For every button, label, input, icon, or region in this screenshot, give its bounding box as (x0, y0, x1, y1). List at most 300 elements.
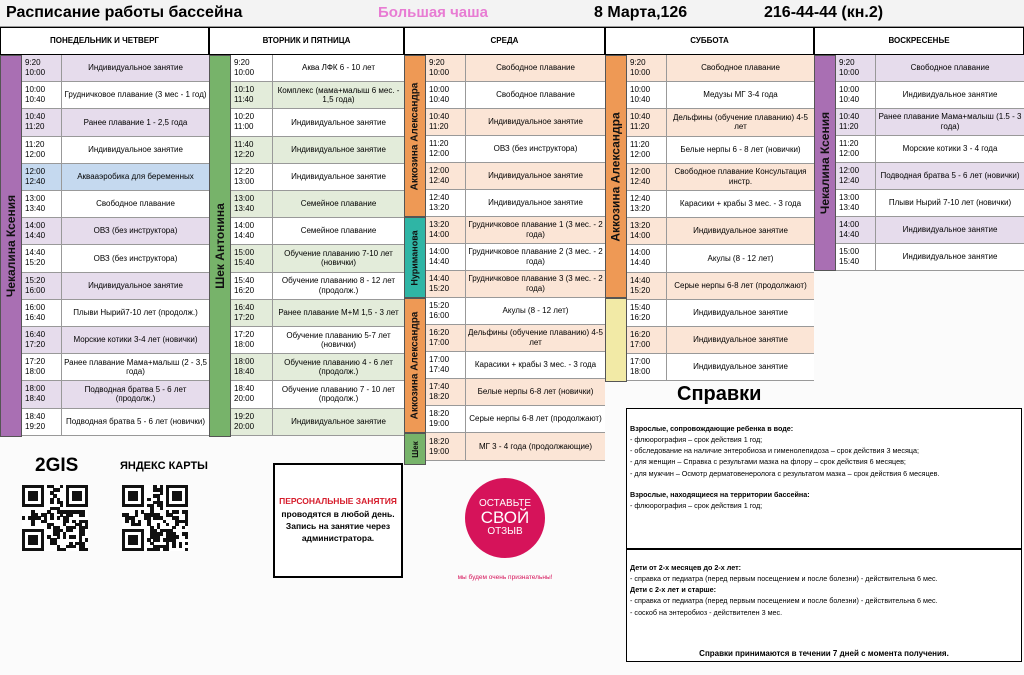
activity-cell: Морские котики 3-4 лет (новички) (62, 327, 209, 353)
end-time: 13:20 (630, 204, 651, 214)
qr-module (82, 513, 85, 516)
qr-module (60, 485, 63, 488)
time-cell (22, 354, 62, 380)
end-time: 13:40 (839, 203, 860, 212)
schedule-row (836, 136, 1024, 163)
schedule-row (22, 409, 209, 436)
certs-item: - справка от педиатра (перед первым посещением и после болезни) - действительна 6 мес. (630, 596, 938, 606)
time-cell (231, 191, 273, 217)
start-time: 11:20 (25, 139, 45, 149)
time-cell (22, 191, 62, 217)
start-time: 13:00 (234, 194, 255, 204)
start-time: 14:00 (234, 221, 255, 231)
qr-module (147, 498, 150, 501)
end-time: 12:40 (630, 176, 651, 186)
qr-module (50, 516, 53, 519)
end-time: 17:00 (630, 340, 651, 350)
time-cell (231, 354, 273, 380)
schedule-row (22, 82, 209, 109)
qr-finder (172, 491, 181, 500)
end-time: 11:20 (839, 122, 859, 131)
end-time: 10:40 (630, 95, 651, 105)
activity-cell: Индивидуальное занятие (667, 354, 814, 380)
start-time: 17:00 (630, 357, 651, 367)
start-time: 14:00 (630, 248, 651, 258)
schedule-row (426, 217, 605, 244)
start-time: 10:40 (25, 112, 46, 122)
schedule-row (426, 55, 605, 82)
schedule-row (22, 245, 209, 272)
time-cell (231, 82, 273, 108)
time-cell (426, 109, 466, 135)
start-time: 14:40 (630, 275, 651, 285)
certs-section-head: Дети от 2-х месяцев до 2-х лет: (630, 563, 742, 572)
end-time: 11:20 (25, 122, 45, 132)
start-time: 14:40 (25, 248, 46, 258)
start-time: 10:00 (630, 85, 651, 95)
time-cell (627, 82, 667, 108)
qr-finder (72, 491, 81, 500)
activity-cell: Грудничковое плавание 2 (3 мес. - 2 года) (466, 244, 605, 270)
qr-module (57, 516, 60, 519)
time-cell (627, 137, 667, 163)
activity-cell: Индивидуальное занятие (466, 163, 605, 189)
schedule-row (22, 381, 209, 408)
schedule-wed (404, 27, 605, 465)
start-time: 18:40 (234, 384, 255, 394)
schedule-row (231, 409, 404, 436)
qr-module (63, 548, 66, 551)
start-time: 15:20 (429, 301, 450, 310)
qr-module (63, 535, 66, 538)
end-time: 10:00 (630, 68, 651, 78)
qr-module (57, 535, 60, 538)
qr-module (166, 548, 169, 551)
address: 8 Марта,126 (594, 4, 688, 21)
schedule-row (231, 354, 404, 381)
end-time: 15:20 (630, 285, 651, 295)
schedule-row (231, 164, 404, 191)
time-cell (22, 109, 62, 135)
end-time: 10:40 (25, 95, 46, 105)
end-time: 16:20 (630, 312, 651, 322)
qr-module (185, 542, 188, 545)
start-time: 13:00 (839, 193, 860, 202)
activity-cell: Индивидуальное занятие (62, 55, 209, 81)
instructor-name: Шек (410, 440, 420, 458)
qr-module (82, 532, 85, 535)
qr-module (57, 488, 60, 491)
schedule-row (426, 433, 605, 461)
schedule-mon-thu (0, 27, 209, 437)
activity-cell: Ранее плавание Мама+малыш (2 - 3,5 года) (62, 354, 209, 380)
activity-cell: Индивидуальное занятие (62, 137, 209, 163)
start-time: 10:00 (429, 85, 450, 94)
personal-text: проводятся в любой день. Запись на занятие через администратора. (281, 509, 395, 543)
feedback-line1: ОСТАВЬТЕ (478, 497, 532, 509)
qr-finder (128, 535, 137, 544)
time-cell (22, 82, 62, 108)
schedule-row (22, 55, 209, 82)
activity-cell: Акулы (8 - 12 лет) (667, 245, 814, 271)
end-time: 19:20 (25, 421, 46, 431)
time-cell (627, 300, 667, 326)
schedule-row (231, 300, 404, 327)
instructor-bar-chekalina (0, 55, 22, 437)
activity-cell: ОВЗ (без инструктора) (466, 136, 605, 162)
end-time: 10:00 (839, 68, 860, 77)
start-time: 16:20 (630, 330, 651, 340)
activity-cell: Серые нерпы 6-8 лет (продолжают) (466, 406, 605, 432)
certs-item: - обследование на наличие энтеробиоза и гименолепидоза – срок действия 3 месяца; (630, 446, 919, 456)
time-cell (836, 136, 876, 162)
end-time: 10:40 (839, 95, 860, 104)
qr-module (66, 520, 69, 523)
schedule-row (231, 55, 404, 82)
activity-cell: Карасики + крабы 3 мес. - 3 года (466, 352, 605, 378)
start-time: 14:40 (429, 274, 450, 283)
schedule-row (231, 218, 404, 245)
end-time: 18:20 (429, 392, 450, 401)
end-time: 14:40 (25, 231, 46, 241)
schedule-row (426, 82, 605, 109)
start-time: 10:00 (25, 85, 46, 95)
schedule-row (22, 191, 209, 218)
certs-section-head: Дети с 2-х лет и старше: (630, 585, 717, 595)
start-time: 17:00 (429, 355, 450, 364)
time-cell (627, 354, 667, 380)
instructor-bar-shek-short (404, 433, 426, 465)
end-time: 14:00 (429, 230, 450, 239)
schedule-row (627, 218, 814, 245)
time-cell (836, 82, 876, 108)
start-time: 13:20 (429, 220, 450, 229)
start-time: 16:00 (25, 302, 46, 312)
end-time: 16:40 (25, 312, 46, 322)
qr-module (175, 523, 178, 526)
time-cell (627, 55, 667, 81)
start-time: 12:00 (839, 166, 860, 175)
activity-cell: Индивидуальное занятие (876, 82, 1024, 108)
certs-item: - для мужчин – Осмотр дерматовенеролога с результатом мазка – срок действия 6 месяцев. (630, 468, 940, 478)
day-header-sun: ВОСКРЕСЕНЬЕ (814, 27, 1024, 55)
activity-cell: Индивидуальное занятие (273, 109, 404, 135)
start-time: 10:40 (630, 112, 651, 122)
qr-module (72, 535, 75, 538)
start-time: 14:00 (839, 220, 860, 229)
start-time: 16:40 (234, 302, 255, 312)
activity-cell: Индивидуальное занятие (876, 217, 1024, 243)
time-cell (426, 190, 466, 216)
activity-cell: Индивидуальное занятие (667, 300, 814, 326)
certs-title: Справки (677, 383, 762, 405)
schedule-row (22, 137, 209, 164)
activity-cell: Свободное плавание Консультация инстр. (667, 164, 814, 190)
qr-module (50, 501, 53, 504)
start-time: 14:00 (429, 247, 450, 256)
end-time: 15:40 (234, 258, 255, 268)
end-time: 18:40 (25, 394, 46, 404)
start-time: 15:40 (234, 275, 255, 285)
activity-cell: Индивидуальное занятие (62, 273, 209, 299)
time-cell (627, 109, 667, 135)
schedule-row (426, 271, 605, 298)
instructor-bar-akkozina-sat (605, 55, 627, 298)
certs-item: - справка от педиатра (перед первым посещением и после болезни) - действительна 6 мес. (630, 574, 938, 584)
qr-module (69, 529, 72, 532)
schedule-row (836, 217, 1024, 244)
activity-cell: Семейное плавание (273, 191, 404, 217)
schedule-row (426, 352, 605, 379)
start-time: 15:20 (25, 275, 46, 285)
schedule-row (836, 55, 1024, 82)
activity-cell: Семейное плавание (273, 218, 404, 244)
activity-cell: Комплекс (мама+малыш 6 мес. - 1,5 года) (273, 82, 404, 108)
activity-cell: Обучение плаванию 4 - 6 лет (продолж.) (273, 354, 404, 380)
schedule-row (22, 273, 209, 300)
start-time: 11:20 (630, 139, 650, 149)
time-cell (22, 137, 62, 163)
page-header (0, 0, 1024, 27)
qr-module (125, 520, 128, 523)
end-time: 13:40 (234, 204, 255, 214)
end-time: 17:20 (234, 312, 255, 322)
schedule-row (231, 245, 404, 272)
end-time: 15:20 (429, 284, 450, 293)
end-time: 11:20 (429, 122, 449, 131)
schedule-row (231, 82, 404, 109)
time-cell (22, 327, 62, 353)
activity-cell: Аквааэробика для беременных (62, 164, 209, 190)
start-time: 12:00 (25, 166, 46, 176)
certs-adults-box (626, 408, 1022, 549)
activity-cell: Белые нерпы 6-8 лет (новички) (466, 379, 605, 405)
schedule-row (231, 381, 404, 408)
qr-module (72, 545, 75, 548)
end-time: 14:40 (429, 257, 450, 266)
schedule-row (231, 109, 404, 136)
time-cell (22, 300, 62, 326)
schedule-row (22, 109, 209, 136)
qr-module (69, 513, 72, 516)
activity-cell: Грудничковое плавание (3 мес - 1 год) (62, 82, 209, 108)
time-cell (231, 218, 273, 244)
end-time: 14:40 (839, 230, 860, 239)
activity-cell: Индивидуальное занятие (273, 409, 404, 435)
qr-module (72, 526, 75, 529)
time-cell (426, 271, 466, 297)
start-time: 15:00 (234, 248, 255, 258)
schedule-row (426, 136, 605, 163)
time-cell (22, 218, 62, 244)
activity-cell: Подводная братва 5 - 6 лет (новички) (62, 409, 209, 435)
start-time: 16:20 (429, 328, 450, 337)
instructor-name: Чекалина Ксения (4, 194, 18, 298)
activity-cell: Дельфины (обучение плаванию) 4-5 лет (667, 109, 814, 135)
time-cell (836, 55, 876, 81)
schedule-row (836, 82, 1024, 109)
schedule-sat (605, 27, 814, 382)
time-cell (426, 325, 466, 351)
schedule-row (231, 273, 404, 300)
end-time: 11:00 (234, 122, 254, 132)
qr-module (157, 548, 160, 551)
time-cell (836, 190, 876, 216)
certs-section-head: Взрослые, сопровождающие ребенка в воде: (630, 424, 794, 433)
qr-module (157, 538, 160, 541)
qr-module (135, 513, 138, 516)
end-time: 12:20 (234, 149, 255, 159)
schedule-row (426, 298, 605, 325)
activity-cell: Грудничковое плавание 3 (3 мес. - 2 года) (466, 271, 605, 297)
day-header-mon-thu: ПОНЕДЕЛЬНИК И ЧЕТВЕРГ (0, 27, 209, 55)
activity-cell: Ранее плавание 1 - 2,5 года (62, 109, 209, 135)
start-time: 9:20 (630, 58, 646, 68)
activity-cell: Свободное плавание (667, 55, 814, 81)
schedule-row (426, 325, 605, 352)
time-cell (231, 381, 273, 407)
time-cell (836, 163, 876, 189)
time-cell (627, 191, 667, 217)
day-header-tue-fri: ВТОРНИК И ПЯТНИЦА (209, 27, 404, 55)
instructor-name: Шек Антонина (213, 203, 227, 289)
feedback-badge[interactable] (465, 478, 545, 558)
qr-module (85, 526, 88, 529)
activity-cell: Плыви Нырий 7-10 лет (новички) (876, 190, 1024, 216)
schedule-row (22, 354, 209, 381)
start-time: 11:20 (429, 139, 449, 148)
schedule-row (836, 244, 1024, 271)
start-time: 17:40 (429, 382, 450, 391)
end-time: 12:00 (630, 149, 651, 159)
activity-cell: Свободное плавание (62, 191, 209, 217)
qr-module (185, 535, 188, 538)
certs-footer: Справки принимаются в течении 7 дней с момента получения. (699, 649, 949, 658)
time-cell (426, 217, 466, 243)
activity-cell: Ранее плавание М+М 1,5 - 3 лет (273, 300, 404, 326)
end-time: 10:40 (429, 95, 450, 104)
qr-module (47, 526, 50, 529)
end-time: 18:00 (234, 340, 255, 350)
schedule-row (836, 190, 1024, 217)
schedule-row (627, 164, 814, 191)
instructor-name: Аккозина Александра (609, 111, 623, 242)
end-time: 17:20 (25, 340, 46, 350)
end-time: 18:00 (630, 367, 651, 377)
end-time: 10:00 (25, 68, 46, 78)
activity-cell: Плыви Нырий7-10 лет (продолж.) (62, 300, 209, 326)
time-cell (426, 433, 466, 460)
end-time: 16:00 (429, 311, 450, 320)
time-cell (426, 379, 466, 405)
schedule-tue-fri (209, 27, 404, 437)
schedule-row (426, 190, 605, 217)
time-cell (22, 273, 62, 299)
schedule-row (627, 82, 814, 109)
start-time: 15:00 (839, 247, 860, 256)
time-cell (426, 352, 466, 378)
start-time: 10:20 (234, 112, 255, 122)
activity-cell: Индивидуальное занятие (273, 164, 404, 190)
schedule-row (836, 109, 1024, 136)
activity-cell: Свободное плавание (466, 82, 605, 108)
start-time: 9:20 (25, 58, 41, 68)
end-time: 20:00 (234, 421, 255, 431)
qr-module (185, 523, 188, 526)
qr-module (85, 548, 88, 551)
end-time: 12:00 (839, 149, 860, 158)
start-time: 9:20 (234, 58, 250, 68)
activity-cell: Обучение плаванию 5-7 лет (новички) (273, 327, 404, 353)
schedule-row (627, 137, 814, 164)
end-time: 13:00 (234, 176, 255, 186)
activity-cell: Акулы (8 - 12 лет) (466, 298, 605, 324)
time-cell (231, 245, 273, 271)
time-cell (231, 109, 273, 135)
start-time: 12:20 (234, 166, 255, 176)
start-time: 11:20 (839, 139, 859, 148)
time-cell (836, 244, 876, 270)
end-time: 12:40 (25, 176, 46, 186)
qr-finder (128, 491, 137, 500)
time-cell (627, 218, 667, 244)
start-time: 12:40 (630, 194, 651, 204)
time-cell (231, 300, 273, 326)
end-time: 17:00 (429, 338, 450, 347)
qr-code-yandex[interactable] (122, 485, 188, 551)
activity-cell: Белые нерпы 6 - 8 лет (новички) (667, 137, 814, 163)
activity-cell: ОВЗ (без инструктора) (62, 245, 209, 271)
day-header-wed: СРЕДА (404, 27, 605, 55)
feedback-line2: СВОЙ (480, 508, 530, 528)
schedule-row (836, 163, 1024, 190)
qr-finder (28, 491, 37, 500)
start-time: 12:40 (429, 193, 450, 202)
start-time: 12:00 (429, 166, 450, 175)
schedule-row (231, 191, 404, 218)
activity-cell: Обучение плаванию 7-10 лет (новички) (273, 245, 404, 271)
qr-module (166, 523, 169, 526)
schedule-row (22, 164, 209, 191)
time-cell (22, 409, 62, 435)
qr-module (160, 532, 163, 535)
end-time: 12:00 (429, 149, 450, 158)
start-time: 18:40 (25, 411, 46, 421)
time-cell (231, 273, 273, 299)
end-time: 13:40 (25, 204, 46, 214)
end-time: 16:20 (234, 285, 255, 295)
activity-cell: Серые нерпы 6-8 лет (продолжают) (667, 273, 814, 299)
activity-cell: Индивидуальное занятие (466, 109, 605, 135)
activity-cell: Медузы МГ 3-4 года (667, 82, 814, 108)
end-time: 20:00 (234, 394, 255, 404)
time-cell (426, 406, 466, 432)
qr-code-2gis[interactable] (22, 485, 88, 551)
activity-cell: Дельфины (обучение плаванию) 4-5 лет (466, 325, 605, 351)
end-time: 19:00 (429, 419, 450, 428)
end-time: 17:40 (429, 365, 450, 374)
schedule-row (627, 191, 814, 218)
activity-cell: Грудничковое плавание 1 (3 мес. - 2 года) (466, 217, 605, 243)
qr-module (182, 526, 185, 529)
time-cell (627, 164, 667, 190)
schedule-row (426, 109, 605, 136)
time-cell (627, 327, 667, 353)
schedule-row (627, 327, 814, 354)
end-time: 15:40 (839, 257, 860, 266)
activity-cell: Подводная братва 5 - 6 лет (новички) (876, 163, 1024, 189)
yandex-label: ЯНДЕКС КАРТЫ (120, 460, 208, 472)
